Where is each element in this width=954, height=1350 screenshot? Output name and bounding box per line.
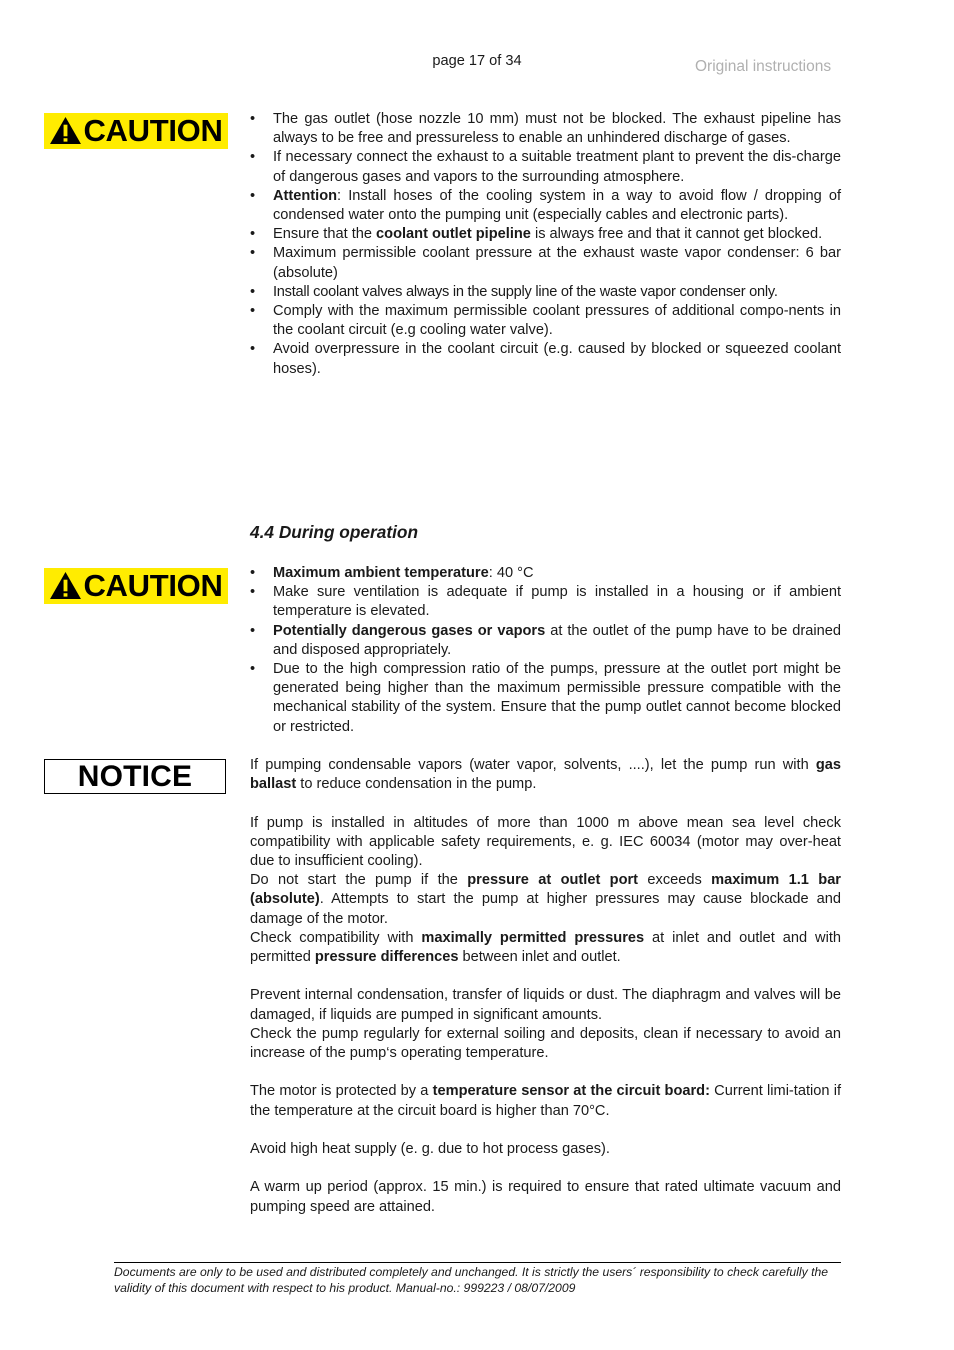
list-item: • Ensure that the coolant outlet pipeline is always free and that it cannot get blocked. xyxy=(250,225,841,244)
notice-label: NOTICE xyxy=(77,759,193,793)
list-item: • Maximum ambient temperature: 40 °C xyxy=(250,564,841,583)
caution-list-1 xyxy=(250,110,841,379)
notice-paragraph: If pump is installed in altitudes of more than 1000 m above mean sea level check compatibility with applicable safety requirements, e. g. IEC 60034 (motor may over-heat due to insufficient cooling). xyxy=(250,814,841,869)
notice-paragraph: Prevent internal condensation, transfer of liquids or dust. The diaphragm and valves will be damaged, if liquids are pumped in significant amounts. xyxy=(250,987,841,1023)
list-item: • Install coolant valves always in the supply line of the waste vapor condenser only. xyxy=(250,283,841,302)
caution-badge xyxy=(44,568,228,604)
list-item: • Avoid overpressure in the coolant circuit (e.g. caused by blocked or squeezed coolant hoses). xyxy=(250,340,841,378)
caution-badge xyxy=(44,113,228,149)
notice-paragraph: Avoid high heat supply (e. g. due to hot process gases). xyxy=(250,1141,610,1157)
caution-label: CAUTION xyxy=(83,568,223,603)
notice-paragraph: If pumping condensable vapors (water vapor, solvents, ....), let the pump run with gas ballast to reduce condensation in the pump. xyxy=(250,757,841,793)
warning-triangle-icon xyxy=(49,116,82,145)
list-item: • If necessary connect the exhaust to a suitable treatment plant to prevent the dis-charge of dangerous gases and vapors to the surrounding atmosphere. xyxy=(250,148,841,186)
section-heading: 4.4 During operation xyxy=(250,522,419,542)
caution-label: CAUTION xyxy=(83,113,223,148)
warning-triangle-icon xyxy=(49,571,82,600)
notice-paragraph: Check the pump regularly for external soiling and deposits, clean if necessary to avoid an increase of the pump‘s operating temperature. xyxy=(250,1025,841,1062)
footer-disclaimer: Documents are only to be used and distributed completely and unchanged. It is strictly the users´ responsibility to check carefully the validity of this document with respect to his product. Manual-no.: 999223 / 08/07/2009 xyxy=(114,1265,829,1295)
notice-badge xyxy=(44,759,226,794)
list-item: • Due to the high compression ratio of the pumps, pressure at the outlet port might be generated being higher than the maximum permissible pressure compatible with the mechanical stability of the system. Ensure that the pump outlet cannot become blocked or restricted. xyxy=(250,660,841,737)
footer-divider xyxy=(114,1262,841,1263)
notice-paragraph: Do not start the pump if the pressure at outlet port exceeds maximum 1.1 bar (absolute). Attempts to start the pump at higher pressures may cause blockade and damage of the motor. xyxy=(250,872,841,927)
notice-paragraph: Check compatibility with maximally permitted pressures at inlet and outlet and with permitted pressure differences between inlet and outlet. xyxy=(250,929,842,966)
list-item: • Potentially dangerous gases or vapors at the outlet of the pump have to be drained and disposed appropriately. xyxy=(250,622,841,660)
list-item: • The gas outlet (hose nozzle 10 mm) must not be blocked. The exhaust pipeline has always to be free and pressureless to enable an unhindered discharge of gases. xyxy=(250,110,841,148)
caution-list-2 xyxy=(250,564,841,737)
list-item: • Maximum permissible coolant pressure at the exhaust waste vapor condenser: 6 bar (absolute) xyxy=(250,244,841,282)
original-instructions-label: Original instructions xyxy=(695,58,832,75)
page-number: page 17 of 34 xyxy=(432,53,522,69)
list-item: • Comply with the maximum permissible coolant pressures of additional compo-nents in the coolant circuit (e.g cooling water valve). xyxy=(250,302,841,340)
notice-content xyxy=(250,756,841,1217)
list-item: • Make sure ventilation is adequate if pump is installed in a housing or if ambient temperature is elevated. xyxy=(250,583,841,621)
notice-paragraph: The motor is protected by a temperature sensor at the circuit board: Current limi-tation if the temperature at the circuit board is higher than 70°C. xyxy=(250,1083,842,1119)
list-item: • Attention: Install hoses of the cooling system in a way to avoid flow / dropping of condensed water onto the pumping unit (especially cables and electronic parts). xyxy=(250,187,841,225)
notice-paragraph: A warm up period (approx. 15 min.) is required to ensure that rated ultimate vacuum and pumping speed are attained. xyxy=(250,1179,841,1215)
